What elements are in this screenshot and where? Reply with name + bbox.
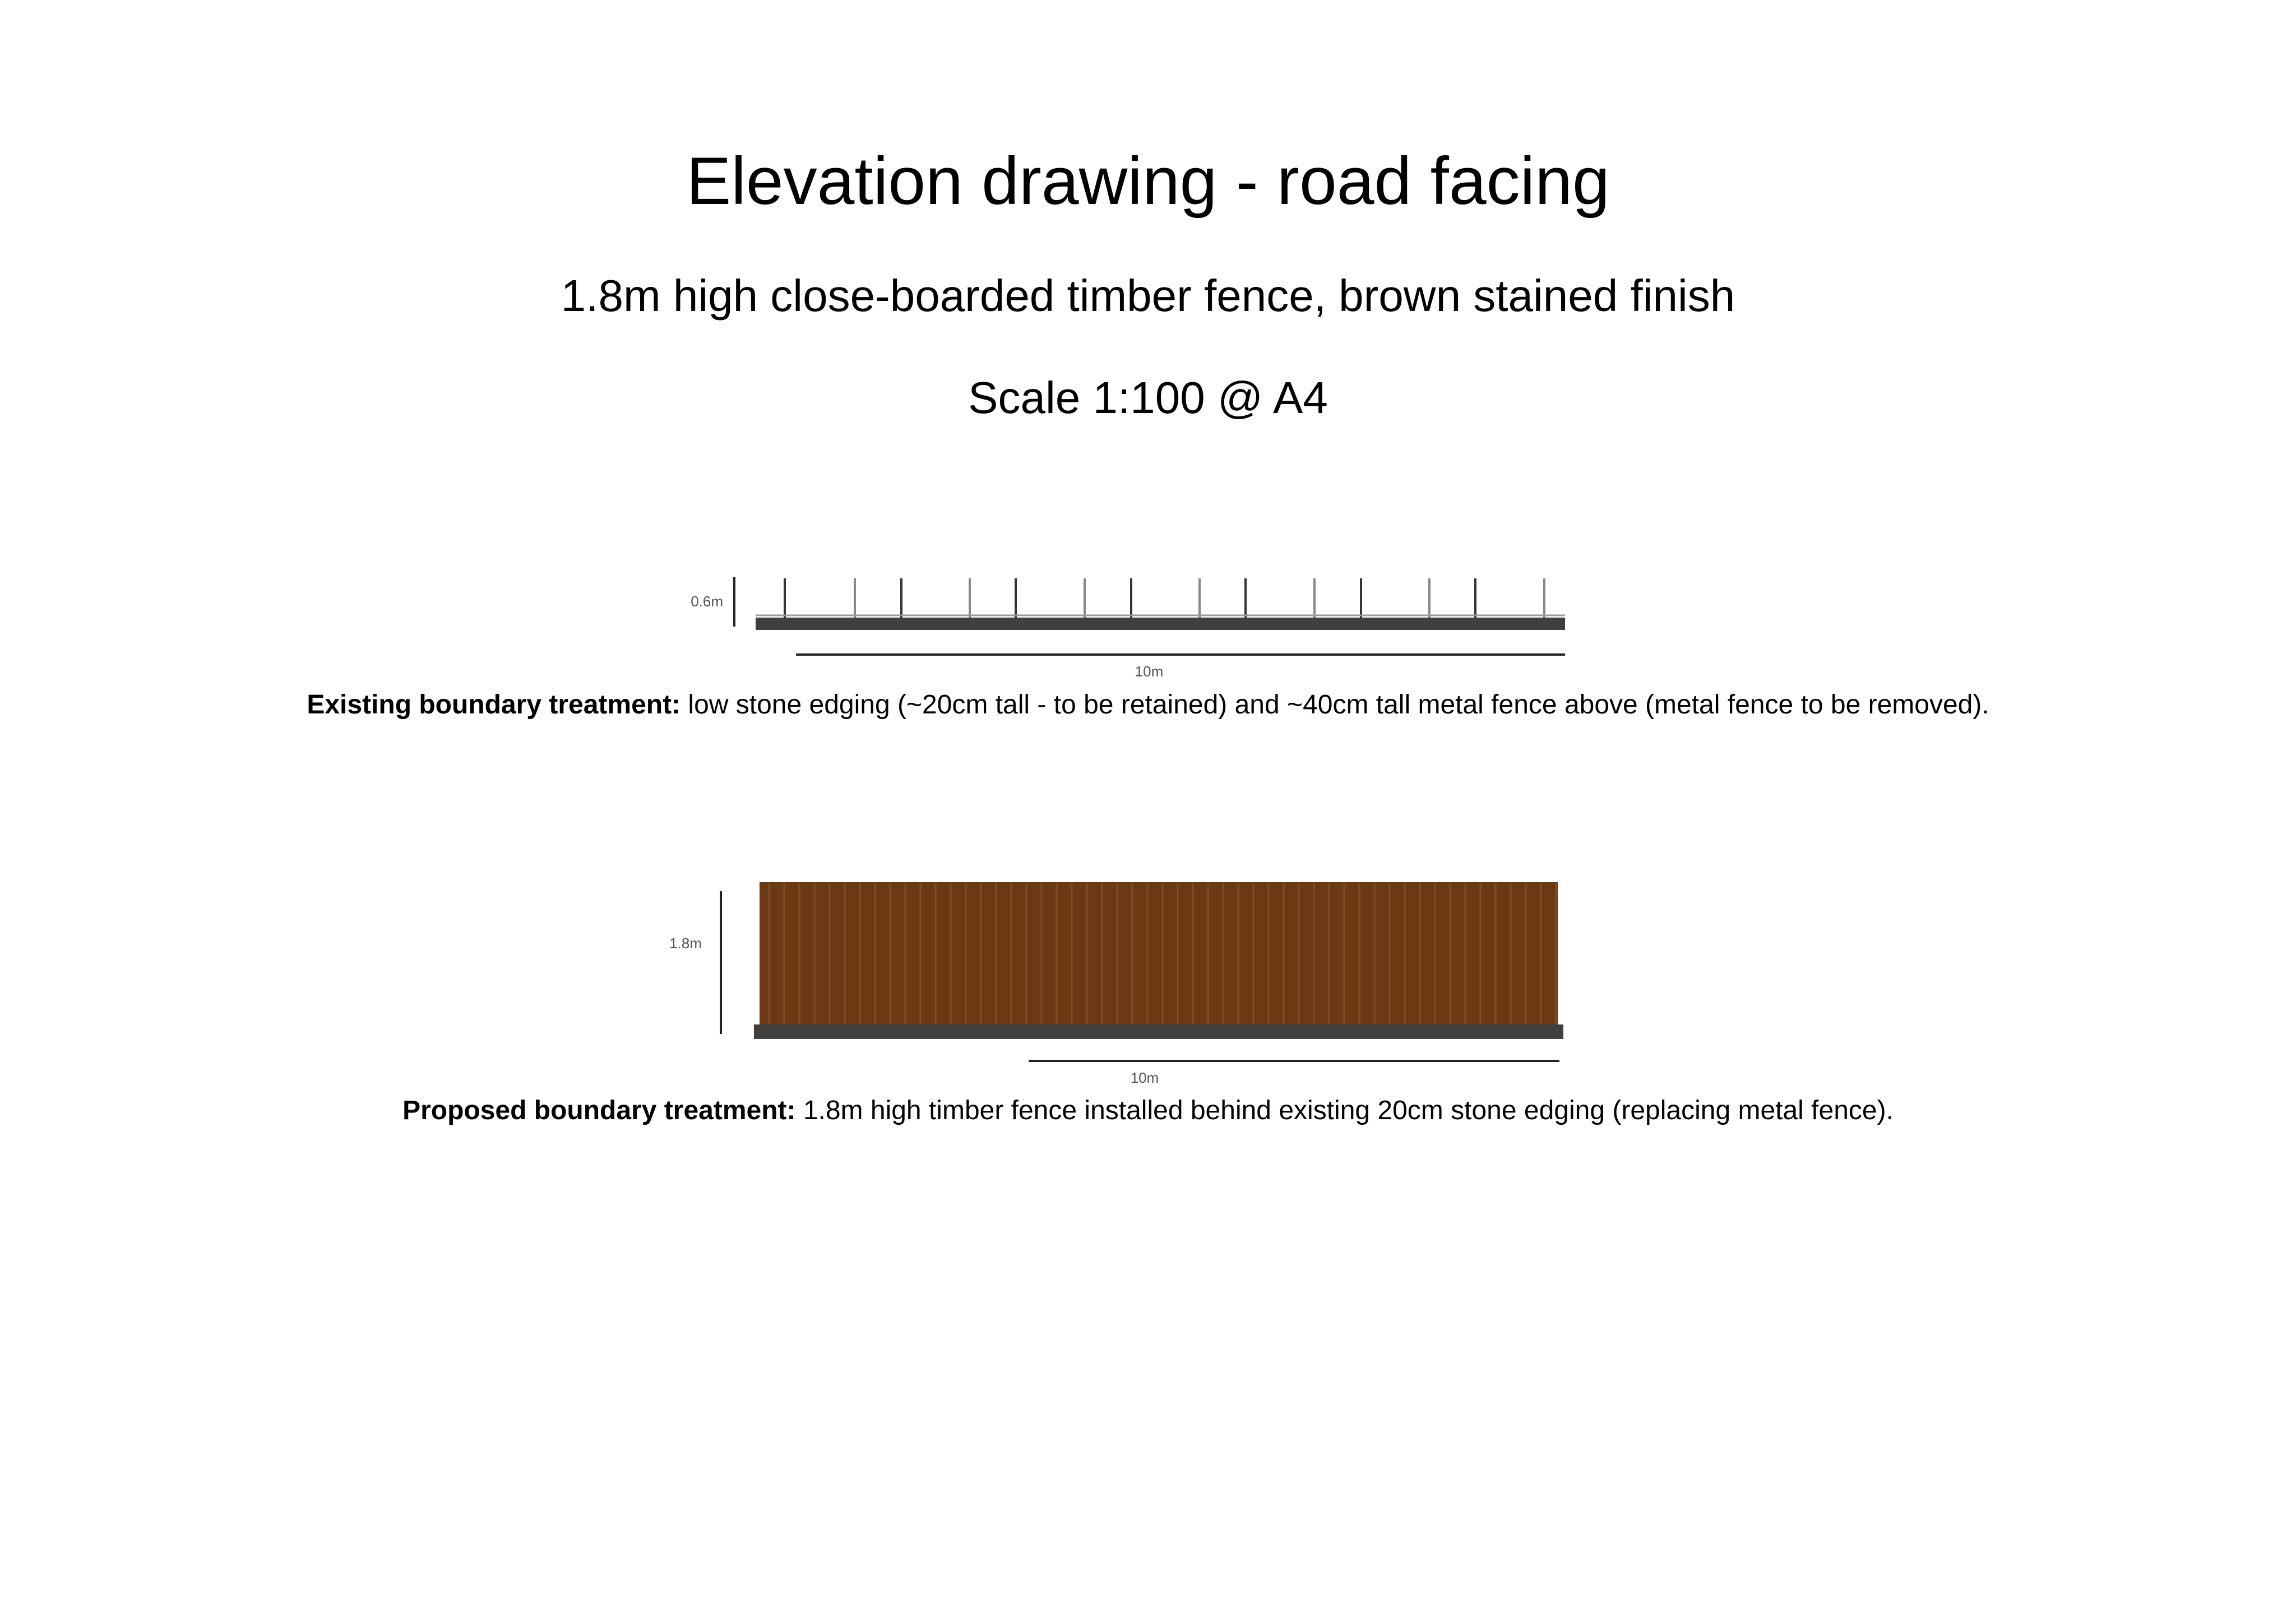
proposed-stone-edging [754, 1024, 1563, 1039]
existing-stone-edging [756, 618, 1565, 630]
proposed-caption [0, 1094, 2296, 1128]
drawing-subtitle: 1.8m high close-boarded timber fence, brown stained finish [561, 271, 1735, 321]
drawing-title: Elevation drawing - road facing [686, 143, 1610, 219]
existing-height-label: 0.6m [691, 593, 723, 610]
proposed-caption-text: 1.8m high timber fence installed behind existing 20cm stone edging (replacing metal fence). [795, 1096, 1894, 1125]
existing-caption [0, 688, 2296, 722]
proposed-length-label: 10m [1130, 1069, 1159, 1086]
proposed-timber-fence [760, 882, 1558, 1026]
existing-length-label: 10m [1135, 663, 1164, 680]
existing-metal-fence [756, 578, 1565, 618]
drawing-scale: Scale 1:100 @ A4 [968, 373, 1328, 423]
existing-caption-label: Existing boundary treatment: [307, 690, 681, 720]
proposed-caption-label: Proposed boundary treatment: [402, 1096, 796, 1125]
existing-caption-text: low stone edging (~20cm tall - to be retained) and ~40cm tall metal fence above (metal fence to be removed). [681, 690, 1989, 720]
proposed-height-label: 1.8m [669, 935, 702, 952]
